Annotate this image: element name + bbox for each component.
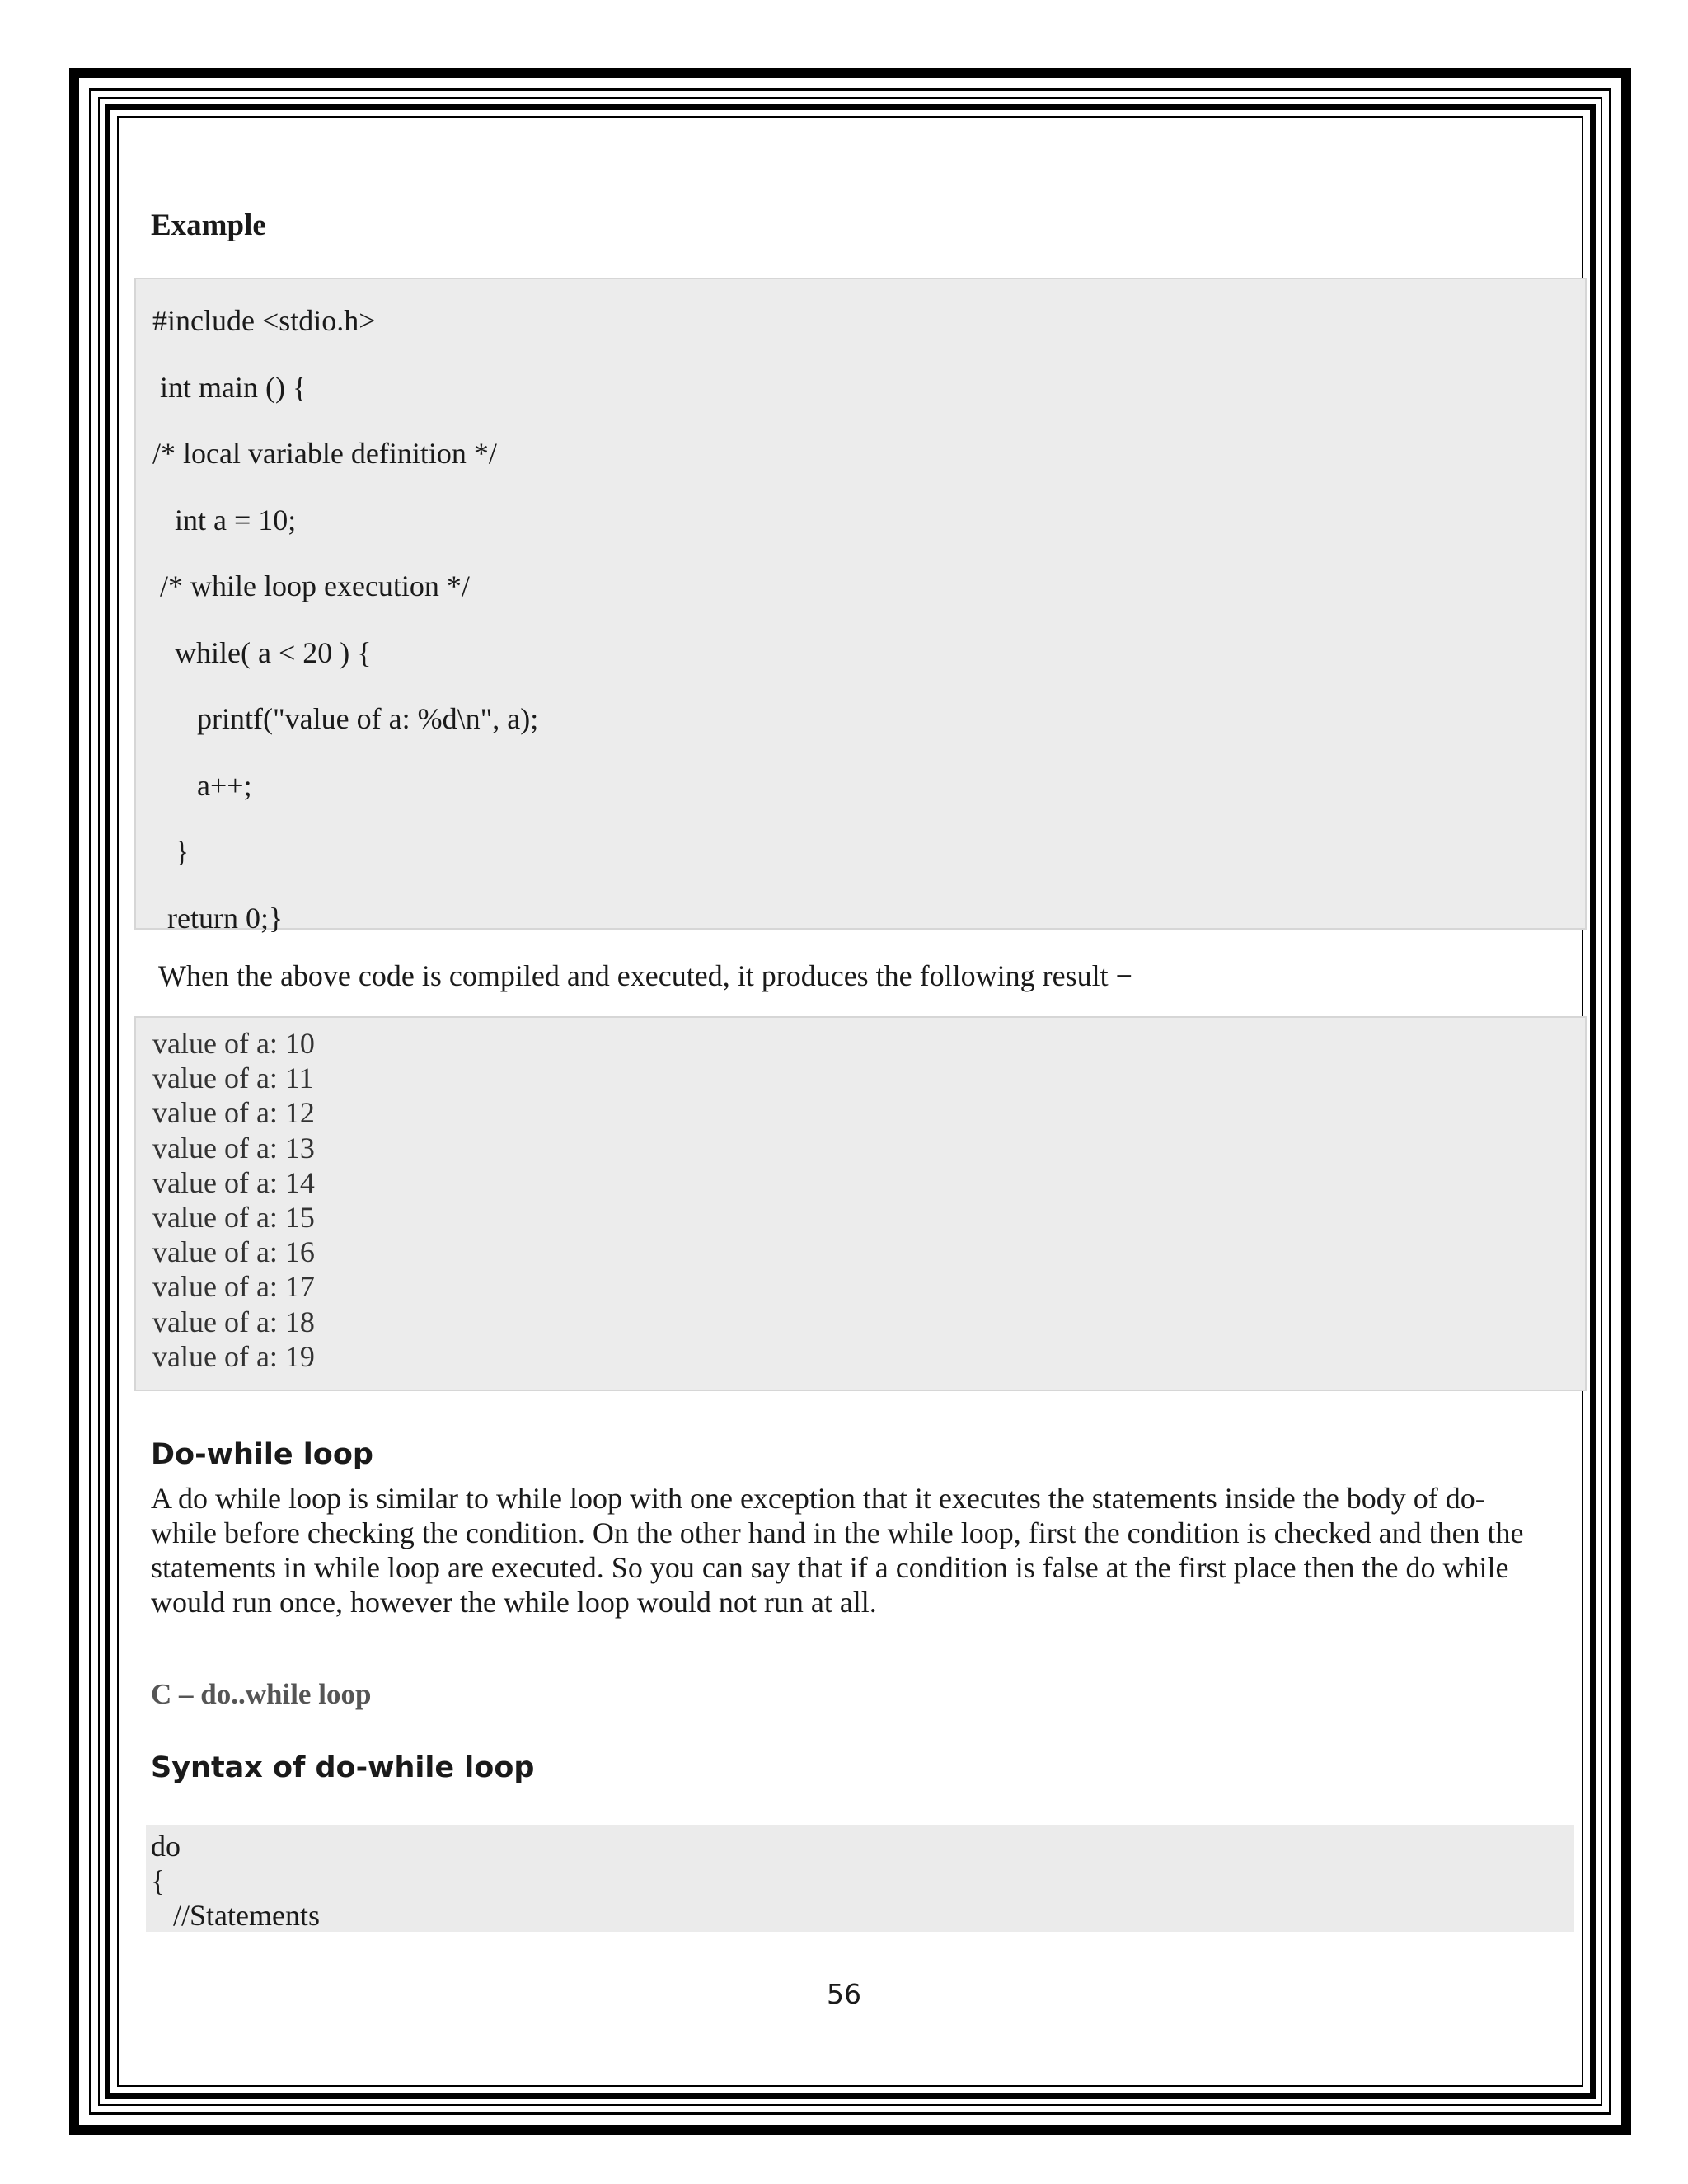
output-line: value of a: 13 [152, 1131, 315, 1165]
output-line: value of a: 17 [152, 1270, 315, 1304]
syntax-heading: Syntax of do-while loop [151, 1751, 535, 1784]
output-line: value of a: 14 [152, 1165, 315, 1199]
syntax-line: do [151, 1830, 181, 1863]
output-line: value of a: 12 [152, 1096, 315, 1130]
code-line: int a = 10; [152, 503, 297, 537]
code-line: int main () { [152, 370, 307, 404]
code-line: a++; [152, 768, 252, 802]
paragraph-line: statements in while loop are executed. So you can say that if a condition is false at the first place then the do while [151, 1551, 1509, 1584]
code-line: /* while loop execution */ [152, 569, 470, 602]
output-line: value of a: 15 [152, 1201, 315, 1235]
code-line: return 0;} [152, 901, 284, 935]
code-line: while( a < 20 ) { [152, 635, 372, 669]
result-intro-text: When the above code is compiled and executed, it produces the following result − [158, 959, 1132, 992]
paragraph-line: would run once, however the while loop would not run at all. [151, 1586, 877, 1619]
output-block [134, 1016, 1587, 1391]
output-line: value of a: 11 [152, 1062, 314, 1095]
paragraph-line: while before checking the condition. On the other hand in the while loop, first the condition is checked and then the [151, 1516, 1524, 1549]
output-line: value of a: 18 [152, 1305, 315, 1338]
output-line: value of a: 16 [152, 1235, 315, 1269]
dowhile-paragraph [151, 1481, 1585, 1619]
code-line: #include <stdio.h> [152, 304, 376, 337]
dowhile-heading: Do-while loop [151, 1438, 373, 1471]
example-heading: Example [151, 209, 266, 242]
code-line: /* local variable definition */ [152, 437, 497, 470]
syntax-line: //Statements [151, 1899, 320, 1932]
page-number: 56 [827, 1978, 861, 2010]
paragraph-line: A do while loop is similar to while loop with one exception that it executes the statements inside the body of do- [151, 1482, 1485, 1515]
code-line: } [152, 835, 190, 868]
code-line: printf("value of a: %d\n", a); [152, 702, 539, 735]
code-block-while-example [134, 278, 1587, 935]
syntax-line: { [151, 1864, 166, 1897]
output-line: value of a: 10 [152, 1027, 315, 1060]
output-line: value of a: 19 [152, 1339, 315, 1373]
syntax-code-block [146, 1825, 1574, 1932]
c-dowhile-heading: C – do..while loop [151, 1678, 372, 1710]
